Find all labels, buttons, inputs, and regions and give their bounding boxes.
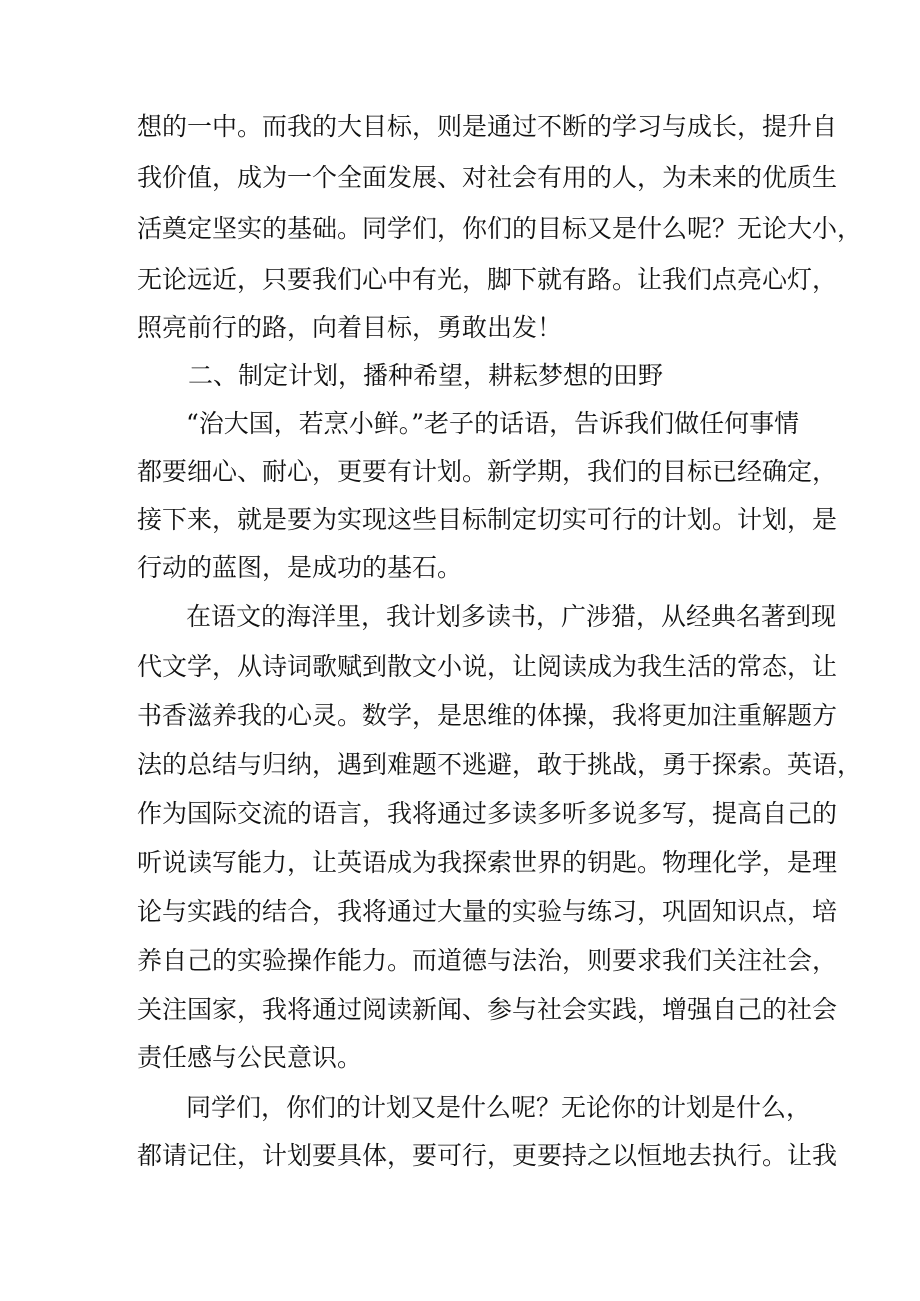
text-line: 都要细心、耐心，更要有计划。新学期，我们的目标已经确定，: [137, 457, 838, 486]
text-line: 都请记住，计划要具体，要可行，更要持之以恒地去执行。让我: [137, 1141, 838, 1170]
text-line: 养自己的实验操作能力。而道德与法治，则要求我们关注社会，: [137, 946, 838, 975]
text-line: 无论远近，只要我们心中有光，脚下就有路。让我们点亮心灯，: [137, 265, 838, 294]
text-line: 法的总结与归纳，遇到难题不逃避，敢于挑战，勇于探索。英语，: [137, 750, 863, 779]
text-line: 我价值，成为一个全面发展、对社会有用的人，为未来的优质生: [137, 163, 838, 192]
text-line: 责任感与公民意识。: [137, 1043, 363, 1072]
text-line: 书香滋养我的心灵。数学，是思维的体操，我将更加注重解题方: [137, 701, 838, 730]
text-line: 关注国家，我将通过阅读新闻、参与社会实践，增强自己的社会: [137, 995, 838, 1024]
text-line: 作为国际交流的语言，我将通过多读多听多说多写，提高自己的: [137, 799, 838, 828]
text-line: 论与实践的结合，我将通过大量的实验与练习，巩固知识点，培: [137, 897, 838, 926]
text-line: 照亮前行的路，向着目标，勇敢出发！: [137, 313, 563, 342]
section-heading: 二、制定计划，播种希望，耕耘梦想的田野: [188, 361, 664, 390]
text-line: 听说读写能力，让英语成为我探索世界的钥匙。物理化学，是理: [137, 848, 838, 877]
text-line: 同学们，你们的计划又是什么呢？无论你的计划是什么，: [186, 1093, 812, 1122]
text-line: 活奠定坚实的基础。同学们，你们的目标又是什么呢？无论大小，: [137, 214, 863, 243]
text-line: 想的一中。而我的大目标，则是通过不断的学习与成长，提升自: [137, 112, 838, 141]
text-line: 行动的蓝图，是成功的基石。: [137, 553, 463, 582]
text-line: 接下来，就是要为实现这些目标制定切实可行的计划。计划，是: [137, 505, 838, 534]
text-line: “治大国，若烹小鲜。”老子的话语，告诉我们做任何事情: [186, 409, 800, 438]
text-line: 在语文的海洋里，我计划多读书，广涉猎，从经典名著到现: [186, 602, 837, 631]
text-line: 代文学，从诗词歌赋到散文小说，让阅读成为我生活的常态，让: [137, 652, 838, 681]
